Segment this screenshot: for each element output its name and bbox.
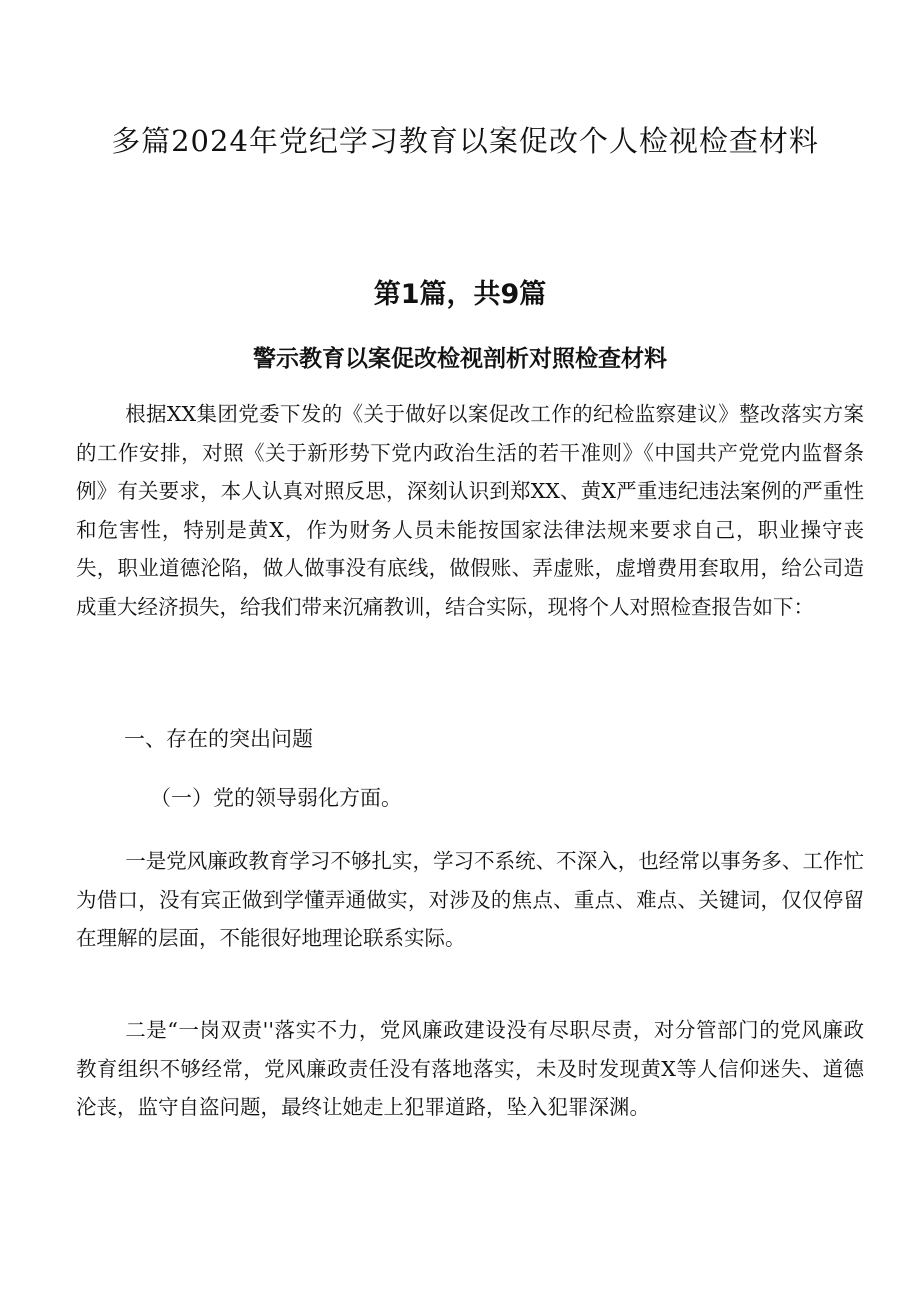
part-heading: 第1篇，共9篇 — [373, 279, 547, 310]
point-two-paragraph: 二是“一岗双责''落实不力，党风廉政建设没有尽职尽责，对分管部门的党风廉政教育组织不够经常，党风廉政责任没有落地落实，未及时发现黄X等人信仰迷失、道德沦丧，监守自盗问题，最终让她走上犯罪道路，坠入犯罪深渊。 — [76, 1018, 864, 1119]
point-one-paragraph: 一是党风廉政教育学习不够扎实，学习不系统、不深入，也经常以事务多、工作忙为借口，没有宾正做到学懂弄通做实，对涉及的焦点、重点、难点、关键词，仅仅停留在理解的层面，不能很好地理论联系实际。 — [76, 849, 864, 950]
subsection-heading-leadership: （一）党的领导弱化方面。 — [150, 786, 402, 810]
document-title: 多篇2024年党纪学习教育以案促改个人检视检查材料 — [111, 124, 819, 158]
section-heading-problems: 一、存在的突出问题 — [124, 727, 313, 751]
article-heading: 警示教育以案促改检视剖析对照检查材料 — [253, 346, 667, 372]
intro-paragraph: 根据XX集团党委下发的《关于做好以案促改工作的纪检监察建议》整改落实方案的工作安排，对照《关于新形势下党内政治生活的若干准则》《中国共产党党内监督条例》有关要求，本人认真对照反思，深刻认识到郑XX、黄X严重违纪违法案例的严重性和危害性，特别是黄X，作为财务人员未能按国家法律法规来要求自己，职业操守丧失，职业道德沦陷，做人做事没有底线，做假账、弄虚账，虚增费用套取用，给公司造成重大经济损失，给我们带来沉痛教训，结合实际，现将个人对照检查报告如下： — [76, 402, 864, 619]
